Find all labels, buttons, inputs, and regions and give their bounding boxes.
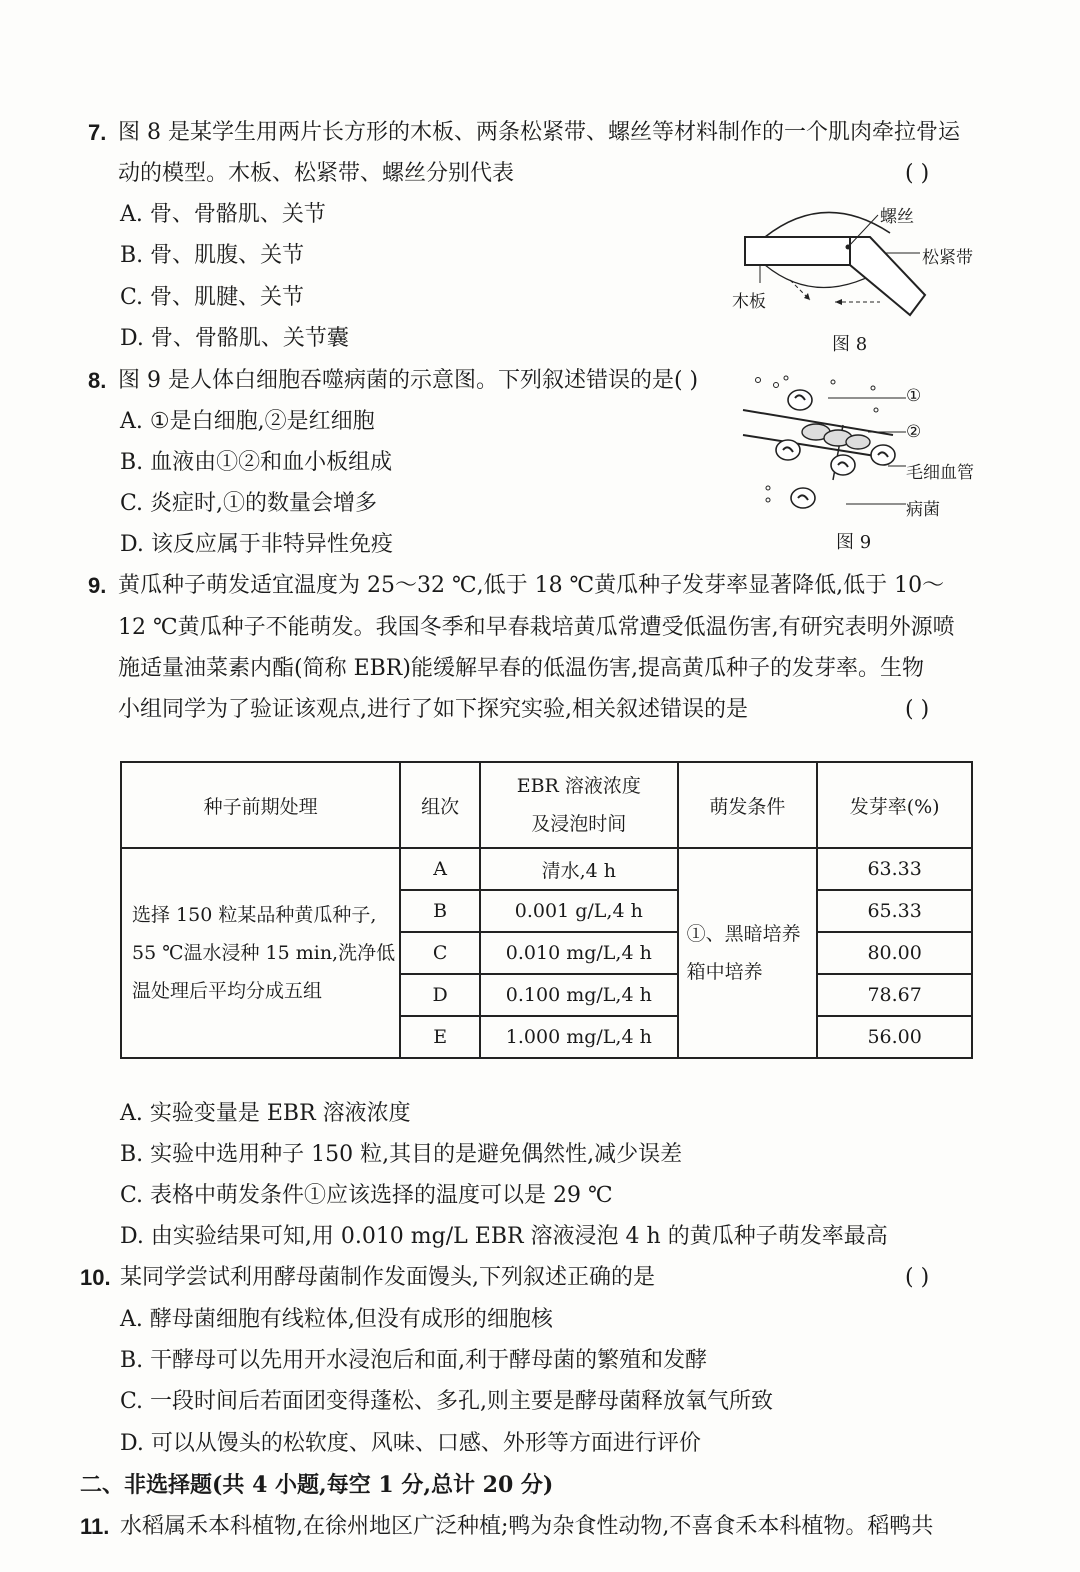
cell-rate: 65.33	[817, 890, 972, 932]
q9-option-d: D. 由实验结果可知,用 0.010 mg/L EBR 溶液浸泡 4 h 的黄瓜种子萌发率最高	[120, 1224, 888, 1249]
header-condition: 萌发条件	[678, 762, 818, 848]
q7-stem-line1: 图 8 是某学生用两片长方形的木板、两条松紧带、螺丝等材料制作的一个肌肉牵拉骨运	[118, 120, 960, 145]
q9-stem-line1: 黄瓜种子萌发适宜温度为 25～32 ℃,低于 18 ℃黄瓜种子发芽率显著降低,低于 10～	[118, 573, 945, 598]
section-2-title: 二、非选择题(共 4 小题,每空 1 分,总计 20 分)	[80, 1472, 554, 1498]
fig9-label-capillary: 毛细血管	[906, 463, 974, 483]
q7-option-b: B. 骨、肌腹、关节	[120, 243, 305, 268]
header-rate: 发芽率(%)	[817, 762, 972, 848]
q10-option-b: B. 干酵母可以先用开水浸泡后和面,利于酵母菌的繁殖和发酵	[120, 1348, 708, 1373]
q7-option-d: D. 骨、骨骼肌、关节囊	[120, 326, 349, 351]
cell-ebr: 0.010 mg/L,4 h	[480, 932, 678, 974]
fig9-caption: 图 9	[836, 532, 872, 553]
cell-rate: 56.00	[817, 1016, 972, 1058]
fig8-caption: 图 8	[832, 334, 868, 355]
q9-answer-paren: ( )	[905, 697, 930, 722]
cell-group: D	[400, 974, 480, 1016]
q10-stem-line1: 某同学尝试利用酵母菌制作发面馒头,下列叙述正确的是	[120, 1265, 655, 1290]
cell-group: B	[400, 890, 480, 932]
cell-group: A	[400, 848, 480, 890]
q8-number: 8.	[88, 368, 107, 393]
q10-number: 10.	[80, 1265, 111, 1290]
q9-option-c: C. 表格中萌发条件①应该选择的温度可以是 29 ℃	[120, 1183, 613, 1208]
header-pretreatment: 种子前期处理	[121, 762, 400, 848]
pretreat-line2: 55 ℃温水浸种 15 min,洗净低	[132, 942, 396, 964]
header-ebr-line1: EBR 溶液浓度	[516, 775, 641, 797]
header-ebr	[480, 762, 678, 848]
pretreat-line1: 选择 150 粒某品种黄瓜种子,	[132, 904, 377, 926]
cell-ebr: 1.000 mg/L,4 h	[480, 1016, 678, 1058]
q8-stem-line1: 图 9 是人体白细胞吞噬病菌的示意图。下列叙述错误的是( )	[118, 368, 699, 393]
cell-ebr: 0.001 g/L,4 h	[480, 890, 678, 932]
cell-pretreatment	[121, 848, 400, 1058]
q7-option-a: A. 骨、骨骼肌、关节	[120, 202, 326, 227]
q9-option-b: B. 实验中选用种子 150 粒,其目的是避免偶然性,减少误差	[120, 1142, 683, 1167]
cell-rate: 63.33	[817, 848, 972, 890]
q8-option-a: A. ①是白细胞,②是红细胞	[120, 409, 375, 434]
cell-group: E	[400, 1016, 480, 1058]
q9-stem-line4: 小组同学为了验证该观点,进行了如下探究实验,相关叙述错误的是	[118, 697, 748, 722]
cell-ebr: 清水,4 h	[480, 848, 678, 890]
fig9-label-germ: 病菌	[906, 500, 940, 520]
fig8-label-band: 松紧带	[922, 248, 973, 268]
cell-condition	[678, 848, 818, 1058]
figure-9-phagocytosis	[738, 370, 908, 520]
q9-stem-line3: 施适量油菜素内酯(简称 EBR)能缓解早春的低温伤害,提高黄瓜种子的发芽率。生物	[118, 656, 924, 681]
q9-number: 9.	[88, 573, 107, 598]
q11-number: 11.	[80, 1514, 110, 1539]
fig8-label-board: 木板	[732, 292, 766, 312]
cell-rate: 80.00	[817, 932, 972, 974]
q7-number: 7.	[88, 120, 107, 145]
condition-line1: ①、黑暗培养	[686, 923, 801, 945]
cell-ebr: 0.100 mg/L,4 h	[480, 974, 678, 1016]
q7-answer-paren: ( )	[905, 161, 930, 186]
table-row	[121, 848, 972, 890]
cell-group: C	[400, 932, 480, 974]
header-group: 组次	[400, 762, 480, 848]
fig9-label-2: ②	[906, 422, 922, 442]
fig8-label-screw: 螺丝	[880, 207, 914, 227]
cell-rate: 78.67	[817, 974, 972, 1016]
q10-option-a: A. 酵母菌细胞有线粒体,但没有成形的细胞核	[120, 1307, 553, 1332]
header-ebr-line2: 及浸泡时间	[531, 813, 627, 835]
q8-option-c: C. 炎症时,①的数量会增多	[120, 491, 378, 516]
q9-option-a: A. 实验变量是 EBR 溶液浓度	[120, 1101, 411, 1126]
q8-option-b: B. 血液由①②和血小板组成	[120, 450, 393, 475]
pretreat-line3: 温处理后平均分成五组	[132, 980, 323, 1002]
q7-option-c: C. 骨、肌腱、关节	[120, 285, 305, 310]
q10-option-c: C. 一段时间后若面团变得蓬松、多孔,则主要是酵母菌释放氧气所致	[120, 1389, 774, 1414]
fig9-label-1: ①	[906, 386, 922, 406]
q10-option-d: D. 可以从馒头的松软度、风味、口感、外形等方面进行评价	[120, 1431, 701, 1456]
q11-stem-line1: 水稻属禾本科植物,在徐州地区广泛种植;鸭为杂食性动物,不喜食禾本科植物。稻鸭共	[120, 1514, 934, 1539]
condition-line2: 箱中培养	[686, 961, 763, 983]
q9-experiment-table	[120, 761, 973, 1059]
q8-option-d: D. 该反应属于非特异性免疫	[120, 532, 393, 557]
q9-stem-line2: 12 ℃黄瓜种子不能萌发。我国冬季和早春栽培黄瓜常遭受低温伤害,有研究表明外源喷	[118, 615, 955, 640]
q7-stem-line2: 动的模型。木板、松紧带、螺丝分别代表	[118, 161, 515, 186]
q10-answer-paren: ( )	[905, 1265, 930, 1290]
